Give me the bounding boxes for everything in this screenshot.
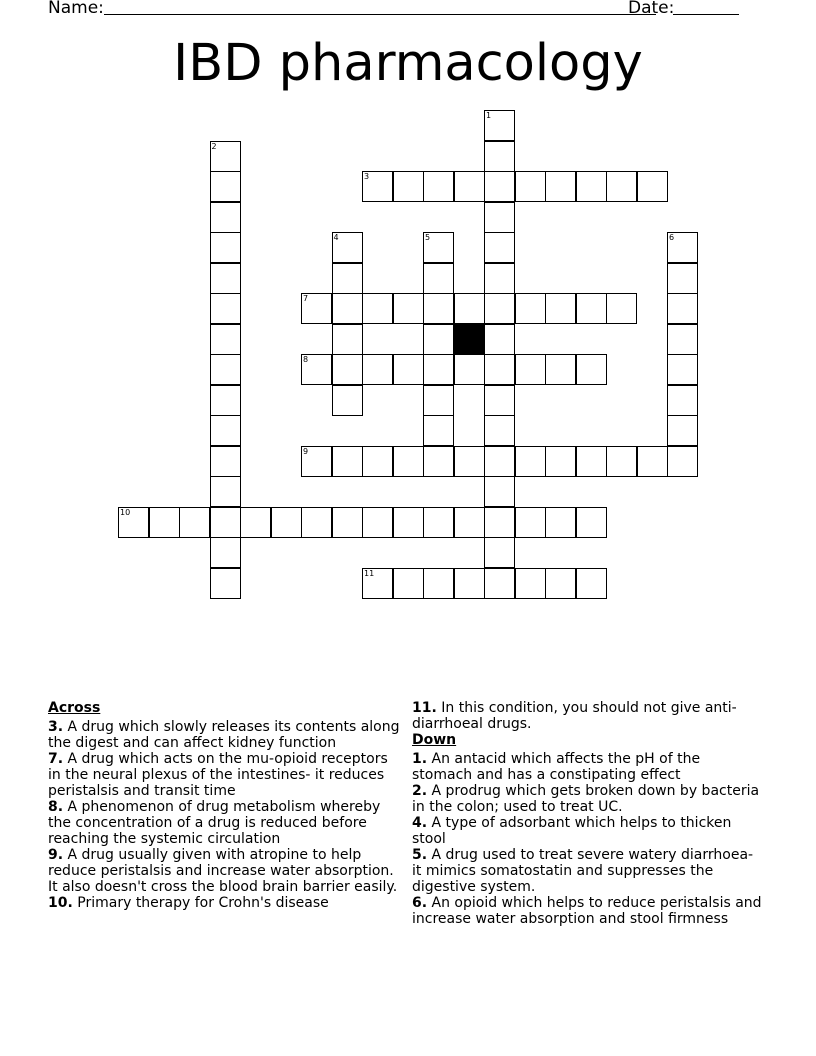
cell-number: 10 bbox=[120, 507, 131, 517]
grid-cell[interactable] bbox=[210, 568, 241, 599]
grid-cell[interactable] bbox=[301, 507, 332, 538]
clue-text: A drug used to treat severe watery diarrhoea- it mimics somatostatin and suppresses the digestive system. bbox=[412, 847, 754, 895]
grid-cell[interactable] bbox=[576, 171, 607, 202]
grid-cell[interactable] bbox=[423, 324, 454, 355]
cell-number: 6 bbox=[669, 233, 675, 242]
grid-cell[interactable] bbox=[667, 385, 698, 416]
grid-cell[interactable] bbox=[210, 202, 241, 233]
grid-cell[interactable] bbox=[332, 354, 363, 385]
grid-cell[interactable] bbox=[515, 354, 546, 385]
grid-cell[interactable] bbox=[393, 446, 424, 477]
grid-cell[interactable] bbox=[667, 263, 698, 294]
grid-cell[interactable] bbox=[667, 354, 698, 385]
grid-cell[interactable] bbox=[271, 507, 302, 538]
grid-cell[interactable] bbox=[576, 568, 607, 599]
grid-cell[interactable] bbox=[301, 354, 332, 385]
grid-cell[interactable] bbox=[454, 568, 485, 599]
grid-cell[interactable] bbox=[484, 568, 515, 599]
clue-across-9 bbox=[48, 847, 400, 895]
clue-text: An opioid which helps to reduce peristalsis and increase water absorption and stool firmness bbox=[412, 895, 762, 927]
grid-cell[interactable] bbox=[545, 354, 576, 385]
clue-text: Primary therapy for Crohn's disease bbox=[77, 895, 329, 911]
grid-cell[interactable] bbox=[484, 385, 515, 416]
grid-cell[interactable] bbox=[332, 446, 363, 477]
clue-number: 4. bbox=[412, 815, 428, 831]
clues-column-1 bbox=[48, 700, 400, 911]
grid-cell[interactable] bbox=[454, 354, 485, 385]
grid-cell[interactable] bbox=[484, 263, 515, 294]
grid-cell[interactable] bbox=[210, 141, 241, 172]
clue-number: 8. bbox=[48, 799, 64, 815]
grid-cell[interactable] bbox=[484, 202, 515, 233]
cell-number: 1 bbox=[486, 111, 492, 120]
clue-number: 6. bbox=[412, 895, 428, 911]
grid-cell[interactable] bbox=[423, 171, 454, 202]
grid-cell[interactable] bbox=[484, 476, 515, 507]
grid-cell[interactable] bbox=[545, 507, 576, 538]
grid-cell[interactable] bbox=[393, 293, 424, 324]
grid-cell[interactable] bbox=[576, 354, 607, 385]
grid-cell[interactable] bbox=[484, 171, 515, 202]
clue-across-10 bbox=[48, 895, 400, 911]
grid-cell[interactable] bbox=[210, 476, 241, 507]
cell-number: 11 bbox=[364, 568, 375, 578]
clue-number: 2. bbox=[412, 783, 428, 799]
cell-number: 5 bbox=[425, 233, 431, 242]
black-cell bbox=[454, 324, 485, 355]
grid-cell[interactable] bbox=[393, 507, 424, 538]
clue-text: A drug which slowly releases its contents along the digest and can affect kidney function bbox=[48, 719, 400, 751]
grid-cell[interactable] bbox=[423, 232, 454, 263]
grid-cell[interactable] bbox=[423, 415, 454, 446]
grid-cell[interactable] bbox=[210, 507, 241, 538]
grid-cell[interactable] bbox=[210, 446, 241, 477]
grid-cell[interactable] bbox=[332, 232, 363, 263]
clue-across-8 bbox=[48, 799, 400, 847]
grid-cell[interactable] bbox=[515, 507, 546, 538]
clue-text: A phenomenon of drug metabolism whereby the concentration of a drug is reduced before reaching the systemic circulation bbox=[48, 799, 381, 847]
grid-cell[interactable] bbox=[545, 446, 576, 477]
cell-number: 9 bbox=[303, 446, 309, 456]
clue-number: 11. bbox=[412, 700, 437, 716]
grid-cell[interactable] bbox=[423, 263, 454, 294]
grid-cell[interactable] bbox=[484, 141, 515, 172]
grid-cell[interactable] bbox=[576, 293, 607, 324]
grid-cell[interactable] bbox=[606, 446, 637, 477]
grid-cell[interactable] bbox=[637, 446, 668, 477]
grid-cell[interactable] bbox=[149, 507, 180, 538]
grid-cell[interactable] bbox=[484, 415, 515, 446]
clue-text: A type of adsorbant which helps to thicken stool bbox=[412, 815, 732, 847]
grid-cell[interactable] bbox=[362, 568, 393, 599]
clue-across-11 bbox=[412, 700, 762, 732]
grid-cell[interactable] bbox=[454, 171, 485, 202]
clue-number: 5. bbox=[412, 847, 428, 863]
grid-cell[interactable] bbox=[454, 293, 485, 324]
grid-cell[interactable] bbox=[484, 507, 515, 538]
clue-number: 10. bbox=[48, 895, 73, 911]
grid-cell[interactable] bbox=[667, 232, 698, 263]
grid-cell[interactable] bbox=[210, 537, 241, 568]
grid-cell[interactable] bbox=[454, 446, 485, 477]
grid-cell[interactable] bbox=[515, 568, 546, 599]
clue-down-1 bbox=[412, 751, 762, 783]
cell-number: 4 bbox=[333, 233, 339, 242]
grid-cell[interactable] bbox=[393, 568, 424, 599]
clue-text: A drug which acts on the mu-opioid receptors in the neural plexus of the intestines- it reduces peristalsis and transit time bbox=[48, 751, 388, 799]
grid-cell[interactable] bbox=[332, 263, 363, 294]
cell-number: 3 bbox=[364, 172, 370, 181]
clues-column-2 bbox=[412, 700, 762, 927]
grid-cell[interactable] bbox=[576, 446, 607, 477]
clue-number: 9. bbox=[48, 847, 64, 863]
clue-number: 3. bbox=[48, 719, 64, 735]
grid-cell[interactable] bbox=[393, 354, 424, 385]
grid-cell[interactable] bbox=[667, 415, 698, 446]
grid-cell[interactable] bbox=[423, 385, 454, 416]
grid-cell[interactable] bbox=[515, 293, 546, 324]
grid-cell[interactable] bbox=[210, 385, 241, 416]
grid-cell[interactable] bbox=[301, 446, 332, 477]
grid-cell[interactable] bbox=[515, 171, 546, 202]
grid-cell[interactable] bbox=[210, 354, 241, 385]
clue-across-7 bbox=[48, 751, 400, 799]
grid-cell[interactable] bbox=[423, 568, 454, 599]
grid-cell[interactable] bbox=[423, 507, 454, 538]
grid-cell[interactable] bbox=[362, 507, 393, 538]
across-heading: Across bbox=[48, 700, 101, 716]
clue-down-5 bbox=[412, 847, 762, 895]
clue-text: In this condition, you should not give anti-diarrhoeal drugs. bbox=[412, 700, 737, 732]
grid-cell[interactable] bbox=[362, 293, 393, 324]
grid-cell[interactable] bbox=[423, 354, 454, 385]
grid-cell[interactable] bbox=[545, 293, 576, 324]
clue-down-2 bbox=[412, 783, 762, 815]
grid-cell[interactable] bbox=[118, 507, 149, 538]
grid-cell[interactable] bbox=[393, 171, 424, 202]
grid-cell[interactable] bbox=[332, 324, 363, 355]
cell-number: 7 bbox=[303, 294, 309, 303]
grid-cell[interactable] bbox=[210, 232, 241, 263]
grid-cell[interactable] bbox=[637, 171, 668, 202]
grid-cell[interactable] bbox=[240, 507, 271, 538]
name-label: Name: bbox=[48, 0, 104, 18]
clue-text: An antacid which affects the pH of the stomach and has a constipating effect bbox=[412, 751, 701, 783]
grid-cell[interactable] bbox=[484, 446, 515, 477]
grid-cell[interactable] bbox=[210, 171, 241, 202]
clue-number: 7. bbox=[48, 751, 64, 767]
grid-cell[interactable] bbox=[515, 446, 546, 477]
grid-cell[interactable] bbox=[210, 293, 241, 324]
cell-number: 8 bbox=[303, 355, 309, 364]
cell-number: 2 bbox=[211, 141, 217, 151]
grid-cell[interactable] bbox=[667, 293, 698, 324]
clue-text: A drug usually given with atropine to help reduce peristalsis and increase water absorption. It also doesn't cross the blood brain barrier easily. bbox=[48, 847, 398, 895]
grid-cell[interactable] bbox=[484, 293, 515, 324]
grid-cell[interactable] bbox=[484, 232, 515, 263]
grid-cell[interactable] bbox=[210, 324, 241, 355]
grid-cell[interactable] bbox=[362, 171, 393, 202]
grid-cell[interactable] bbox=[576, 507, 607, 538]
grid-cell[interactable] bbox=[606, 171, 637, 202]
grid-cell[interactable] bbox=[545, 171, 576, 202]
grid-cell[interactable] bbox=[454, 507, 485, 538]
grid-cell[interactable] bbox=[423, 446, 454, 477]
page-title: IBD pharmacology bbox=[173, 34, 643, 93]
grid-cell[interactable] bbox=[484, 537, 515, 568]
grid-cell[interactable] bbox=[301, 293, 332, 324]
grid-cell[interactable] bbox=[210, 263, 241, 294]
clue-down-6 bbox=[412, 895, 762, 927]
grid-cell[interactable] bbox=[606, 293, 637, 324]
grid-cell[interactable] bbox=[667, 446, 698, 477]
clue-down-4 bbox=[412, 815, 762, 847]
grid-cell[interactable] bbox=[362, 446, 393, 477]
down-heading: Down bbox=[412, 732, 457, 748]
grid-cell[interactable] bbox=[362, 354, 393, 385]
grid-cell[interactable] bbox=[179, 507, 210, 538]
grid-cell[interactable] bbox=[484, 110, 515, 141]
clue-text: A prodrug which gets broken down by bacteria in the colon; used to treat UC. bbox=[412, 783, 760, 815]
grid-cell[interactable] bbox=[332, 293, 363, 324]
grid-cell[interactable] bbox=[484, 354, 515, 385]
grid-cell[interactable] bbox=[332, 507, 363, 538]
grid-cell[interactable] bbox=[210, 415, 241, 446]
grid-cell[interactable] bbox=[332, 385, 363, 416]
grid-cell[interactable] bbox=[667, 324, 698, 355]
clue-number: 1. bbox=[412, 751, 428, 767]
grid-cell[interactable] bbox=[545, 568, 576, 599]
grid-cell[interactable] bbox=[423, 293, 454, 324]
clue-across-3 bbox=[48, 719, 400, 751]
grid-cell[interactable] bbox=[484, 324, 515, 355]
date-label: Date: bbox=[628, 0, 675, 18]
